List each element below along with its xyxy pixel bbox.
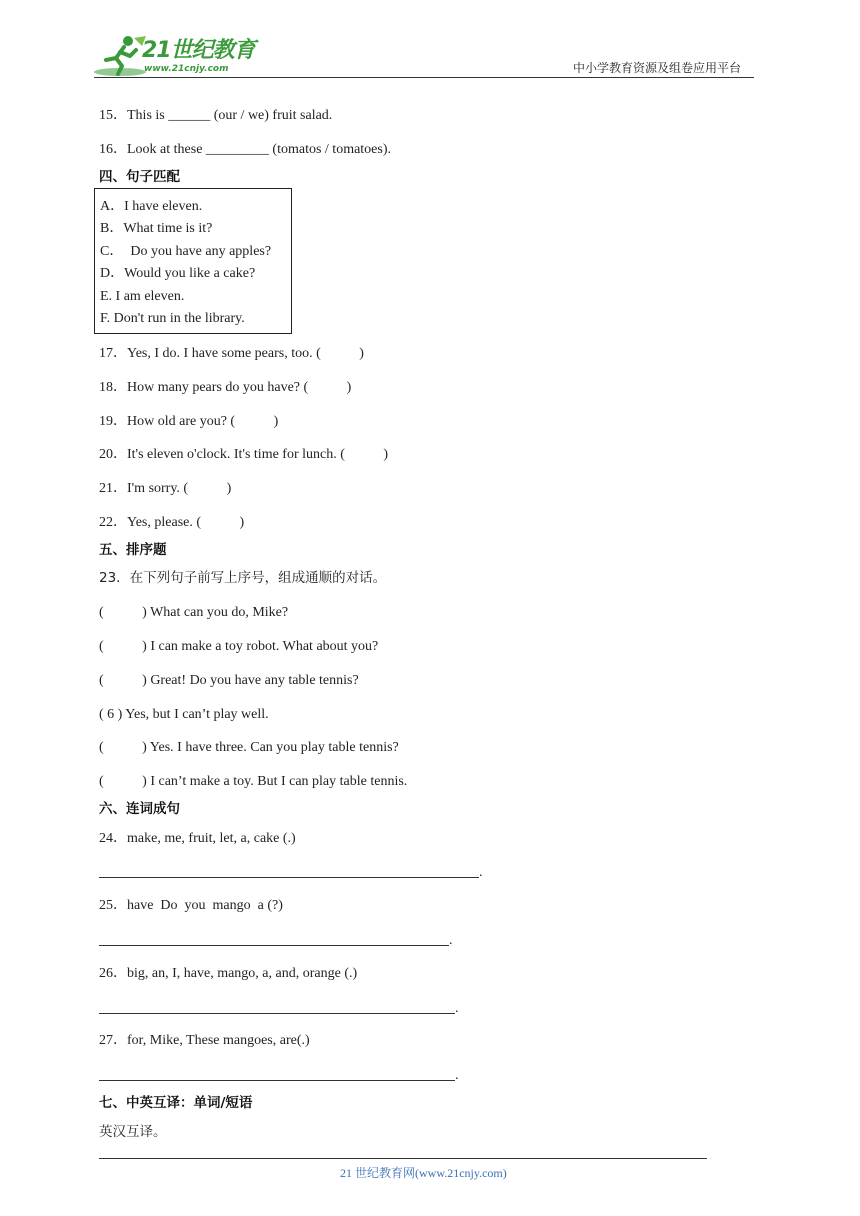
footer-rule — [99, 1158, 707, 1159]
header-right-text: 中小学教育资源及组卷应用平台 — [573, 61, 742, 75]
answer-line-26 — [99, 1013, 455, 1014]
match-option-b: B．What time is it? — [100, 221, 213, 236]
match-option-c: C． Do you have any apples? — [100, 244, 272, 259]
question-20: 20．It's eleven o'clock. It's time for lunch. ( ) — [99, 447, 389, 462]
question-18: 18．How many pears do you have? ( ) — [99, 380, 352, 395]
match-option-f: F. Don't run in the library. — [100, 311, 245, 326]
answer-period-27: . — [455, 1068, 459, 1083]
order-line-4: ( 6 ) Yes, but I can’t play well. — [99, 707, 269, 722]
section-4-title: 四、句子匹配 — [99, 169, 180, 185]
question-21: 21．I'm sorry. ( ) — [99, 481, 232, 496]
section-7-instruction: 英汉互译。 — [99, 1124, 167, 1140]
section-6-title: 六、连词成句 — [99, 801, 180, 817]
logo — [94, 34, 264, 78]
match-option-a: A．I have eleven. — [100, 199, 203, 214]
question-23-instruction: 23．在下列句子前写上序号，组成通顺的对话。 — [99, 570, 387, 586]
question-25: 25．have Do you mango a (?) — [99, 898, 283, 913]
order-line-6: ( ) I can’t make a toy. But I can play table tennis. — [99, 774, 408, 789]
section-7-title: 七、中英互译：单词/短语 — [99, 1095, 253, 1111]
answer-line-25 — [99, 945, 449, 946]
footer-text: 21 世纪教育网(www.21cnjy.com) — [340, 1166, 507, 1180]
logo-title: 21世纪教育 — [142, 38, 255, 63]
question-27: 27．for, Mike, These mangoes, are(.) — [99, 1033, 310, 1048]
answer-period-25: . — [449, 933, 453, 948]
match-option-e: E. I am eleven. — [100, 289, 185, 304]
order-line-2: ( ) I can make a toy robot. What about you? — [99, 639, 379, 654]
question-17: 17．Yes, I do. I have some pears, too. ( ) — [99, 346, 364, 361]
question-24: 24．make, me, fruit, let, a, cake (.) — [99, 831, 296, 846]
section-5-title: 五、排序题 — [99, 542, 167, 558]
order-line-3: ( ) Great! Do you have any table tennis? — [99, 673, 359, 688]
question-26: 26．big, an, I, have, mango, a, and, orange (.) — [99, 966, 358, 981]
answer-line-24 — [99, 877, 479, 878]
question-16: 16．Look at these _________ (tomatos / tomatoes). — [99, 142, 392, 157]
order-line-1: ( ) What can you do, Mike? — [99, 605, 289, 620]
question-15: 15．This is ______ (our / we) fruit salad. — [99, 108, 333, 123]
answer-line-27 — [99, 1080, 455, 1081]
header-rule — [94, 77, 754, 78]
logo-url: www.21cnjy.com — [144, 64, 229, 74]
answer-period-24: . — [479, 865, 483, 880]
question-22: 22．Yes, please. ( ) — [99, 515, 245, 530]
answer-period-26: . — [455, 1001, 459, 1016]
order-line-5: ( ) Yes. I have three. Can you play table tennis? — [99, 740, 399, 755]
question-19: 19．How old are you? ( ) — [99, 414, 279, 429]
match-option-d: D．Would you like a cake? — [100, 266, 256, 281]
